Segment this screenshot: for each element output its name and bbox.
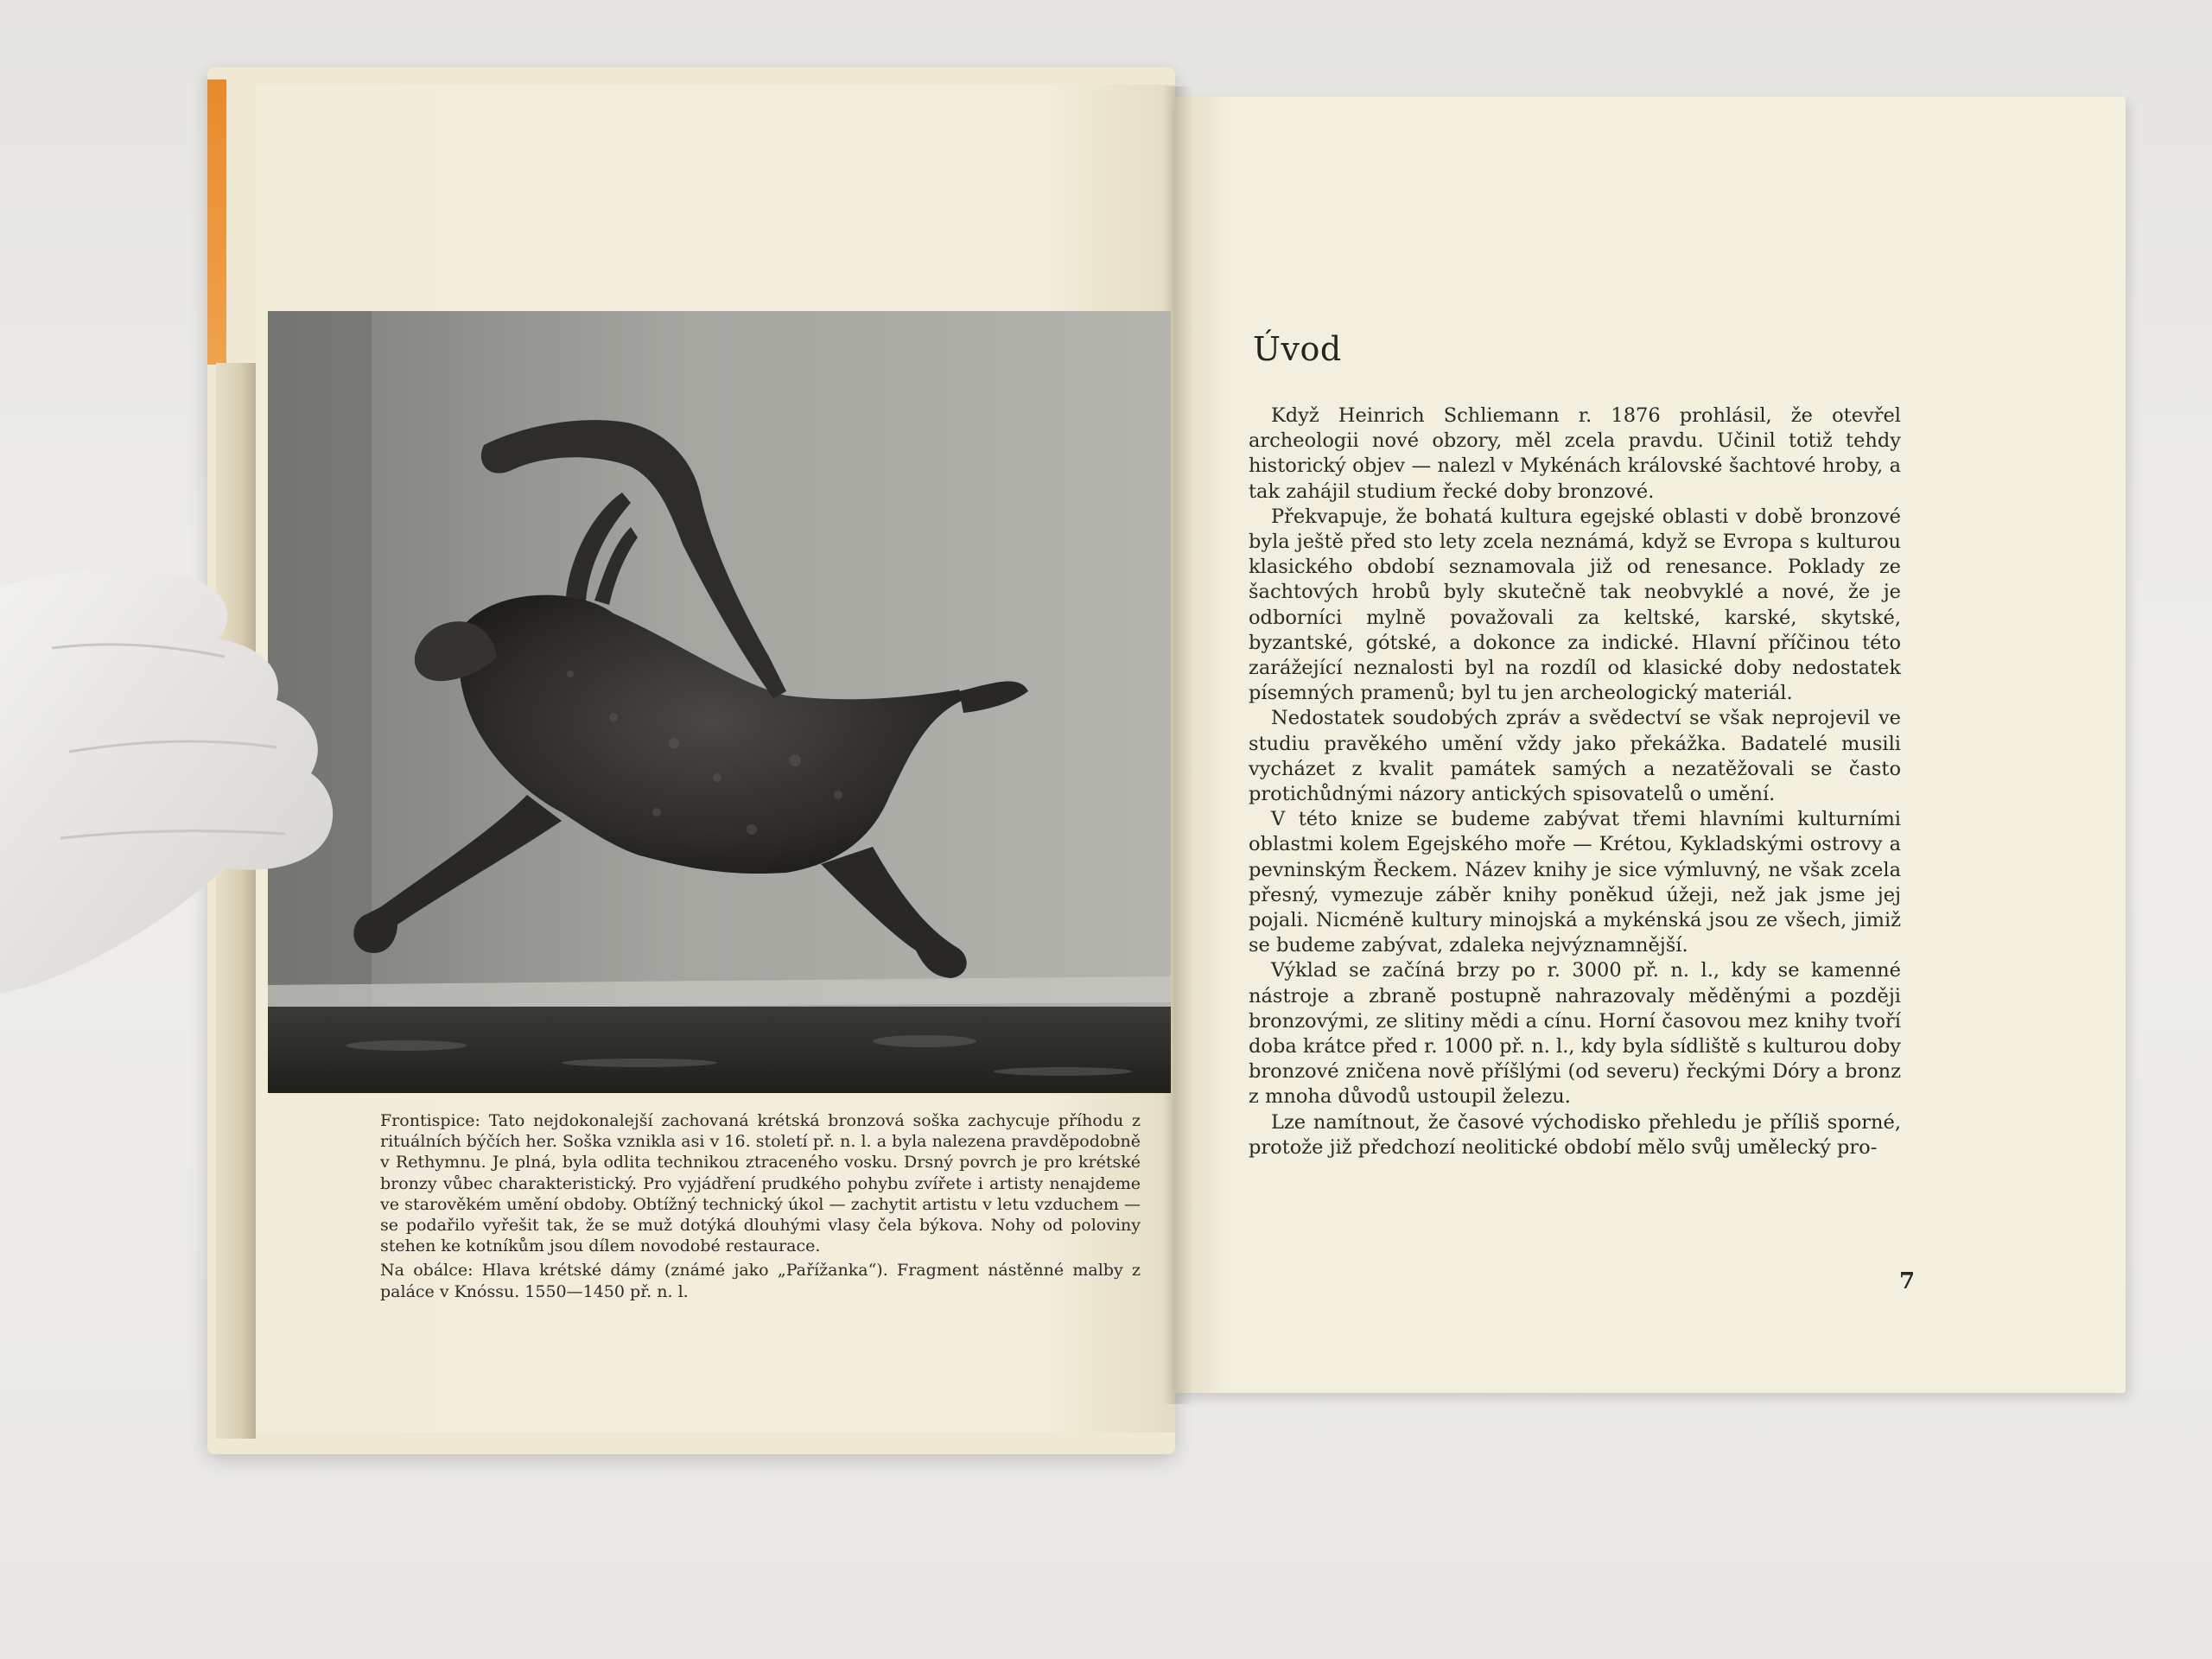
paragraph: Lze namítnout, že časové východisko přehledu je příliš sporné, protože již předchozí neolitické období mělo svůj umělecký pro- [1249,1110,1901,1159]
frontispiece-caption: Frontispice: Tato nejdokonalejší zachovaná krétská bronzová soška zachycuje příhodu z rituálních býčích her. Soška vznikla asi v 16. století př. n. l. a byla nalezena pravděpodobně v Rethymnu. Je plná, byla odlita technikou ztraceného vosku. Drsný povrch je pro krétské bronzy vůbec charakteristický. Pro vyjádření prudkého pohybu zvířete i artisty nenajdeme ve starověkém umění obdoby. Obtížný technický úkol — zachytit artistu v letu vzduchem — se podařilo vyřešit tak, že se muž dotýká dlouhými vlasy čela býkova. Nohy od poloviny stehen ke kotníkům jsou dílem novodobé restaurace. [380,1111,1141,1256]
paragraph: Nedostatek soudobých zpráv a svědectví se však neprojevil ve studiu pravěkého umění vždy jako překážka. Badatelé musili vycházet z kvalit památek samých a nezatěžovali se často protichůdnými názory antických spisovatelů o umění. [1249,707,1901,806]
gloved-hand [0,553,363,1071]
bull-sculpture-image [268,311,1171,1093]
page-number: 7 [1899,1268,1916,1294]
frontispiece-photo [268,311,1171,1093]
cover-note: Na obálce: Hlava krétské dámy (známé jako „Pařížanka“). Fragment nástěnné malby z paláce v Knóssu. 1550—1450 př. n. l. [380,1261,1141,1301]
paragraph: Překvapuje, že bohatá kultura egejské oblasti v době bronzové byla ještě před sto lety zcela neznámá, když se Evropa s kulturou klasického období seznamovala již od renesance. Poklady ze šachtových hrobů byly skutečně tak neobvyklé a nové, že je odborníci mylně považovali za keltské, karské, skytské, byzantské, gótské, a dokonce za indické. Hlavní příčinou této zarážející neznalosti byl na rozdíl od klasické doby nedostatek písemných pramenů; byl tu jen archeologický materiál. [1249,505,1901,705]
paragraph: Když Heinrich Schliemann r. 1876 prohlásil, že otevřel archeologii nové obzory, měl zcela pravdu. Učinil totiž tehdy historický objev — nalezl v Mykénách královské šachtové hroby, a tak zahájil studium řecké doby bronzové. [1249,404,1901,503]
frontispiece-caption-block [380,1110,1141,1302]
chapter-title: Úvod [1253,330,1342,368]
paragraph: Výklad se začíná brzy po r. 3000 př. n. l., kdy se kamenné nástroje a zbraně postupně nahrazovaly měděnými a později bronzovými, ze slitiny mědi a cínu. Horní časovou mez knihy tvoří doba krátce před r. 1000 př. n. l., kdy byla sídliště s kulturou doby bronzové zničena nově příšlými (od severu) řeckými Dóry a bronz z mnoha důvodů ustoupil železu. [1249,959,1901,1109]
cover-orange-edge [207,79,226,365]
paragraph: V této knize se budeme zabývat třemi hlavními kulturními oblastmi kolem Egejského moře — Krétou, Kykladskými ostrovy a pevninským Řeckem. Název knihy je sice výmluvný, ne však zcela přesný, vymezuje záběr knihy poněkud úžeji, než jak jsme jej pojali. Nicméně kultury minojská a mykénská jsou ze všech, jimiž se budeme zabývat, zdaleka nejvýznamnější. [1249,808,1901,957]
chapter-body [1249,404,1901,1160]
